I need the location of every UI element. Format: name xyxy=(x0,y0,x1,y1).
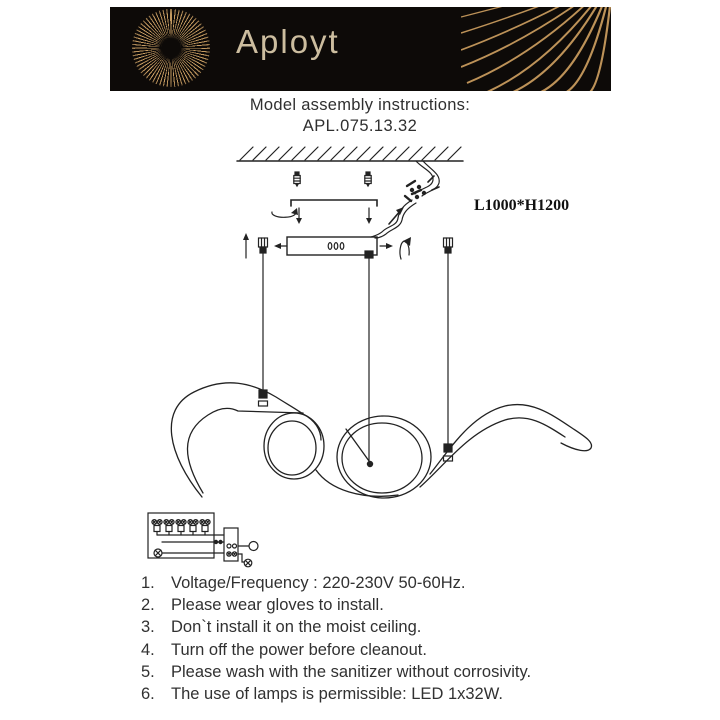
ribbon-led-fixture xyxy=(171,383,591,498)
dimension-label: L1000*H1200 xyxy=(474,197,570,214)
mains-wires-icon xyxy=(371,161,439,238)
suspension-cable xyxy=(263,253,448,467)
up-arrow-icon xyxy=(243,233,249,258)
item-number: 3. xyxy=(141,618,155,637)
led-lamp-symbol-icon xyxy=(238,554,252,567)
expansion-screw-icon xyxy=(365,172,371,187)
brand-name: Aployt xyxy=(236,23,340,60)
driver-box-icon xyxy=(224,528,238,561)
expansion-screw-icon xyxy=(294,172,300,187)
instruction-list xyxy=(141,572,531,705)
canopy-bar-icon xyxy=(287,237,377,258)
item-number: 6. xyxy=(141,685,155,704)
ceiling-hatch-icon xyxy=(237,147,463,161)
item-text: Please wash with the sanitizer without corrosivity. xyxy=(171,662,532,681)
instruction-item xyxy=(141,572,531,594)
item-text: The use of lamps is permissible: LED 1x32W. xyxy=(171,685,503,704)
output-circle-icon xyxy=(238,542,258,551)
item-number: 2. xyxy=(141,596,155,615)
mounting-bracket-icon xyxy=(291,200,377,206)
model-code: APL.075.13.32 xyxy=(302,117,418,135)
wiring-schematic xyxy=(148,513,258,567)
cable-gripper-icon xyxy=(444,238,453,253)
item-number: 5. xyxy=(141,662,155,681)
item-number: 4. xyxy=(141,640,155,659)
screw-terminals xyxy=(152,520,210,535)
right-arrow-icon xyxy=(380,243,393,249)
item-text: Turn off the power before cleanout. xyxy=(171,640,427,659)
item-text: Don`t install it on the moist ceiling. xyxy=(171,618,422,637)
item-text: Voltage/Frequency : 220-230V 50-60Hz. xyxy=(171,574,466,592)
twist-arrow-icon xyxy=(400,237,411,259)
left-arrow-icon xyxy=(274,243,287,249)
item-number: 1. xyxy=(141,574,155,592)
instruction-item xyxy=(141,594,531,616)
down-arrow-icon xyxy=(296,208,372,224)
instruction-item xyxy=(141,661,531,683)
instruction-item xyxy=(141,639,531,661)
instruction-item xyxy=(141,683,531,705)
page-title: Model assembly instructions: xyxy=(249,96,471,114)
cable-attachment-icon xyxy=(259,390,453,461)
item-text: Please wear gloves to install. xyxy=(171,596,384,615)
instruction-item xyxy=(141,616,531,638)
cable-gripper-icon xyxy=(259,238,268,253)
twist-arrow-icon xyxy=(272,208,298,217)
